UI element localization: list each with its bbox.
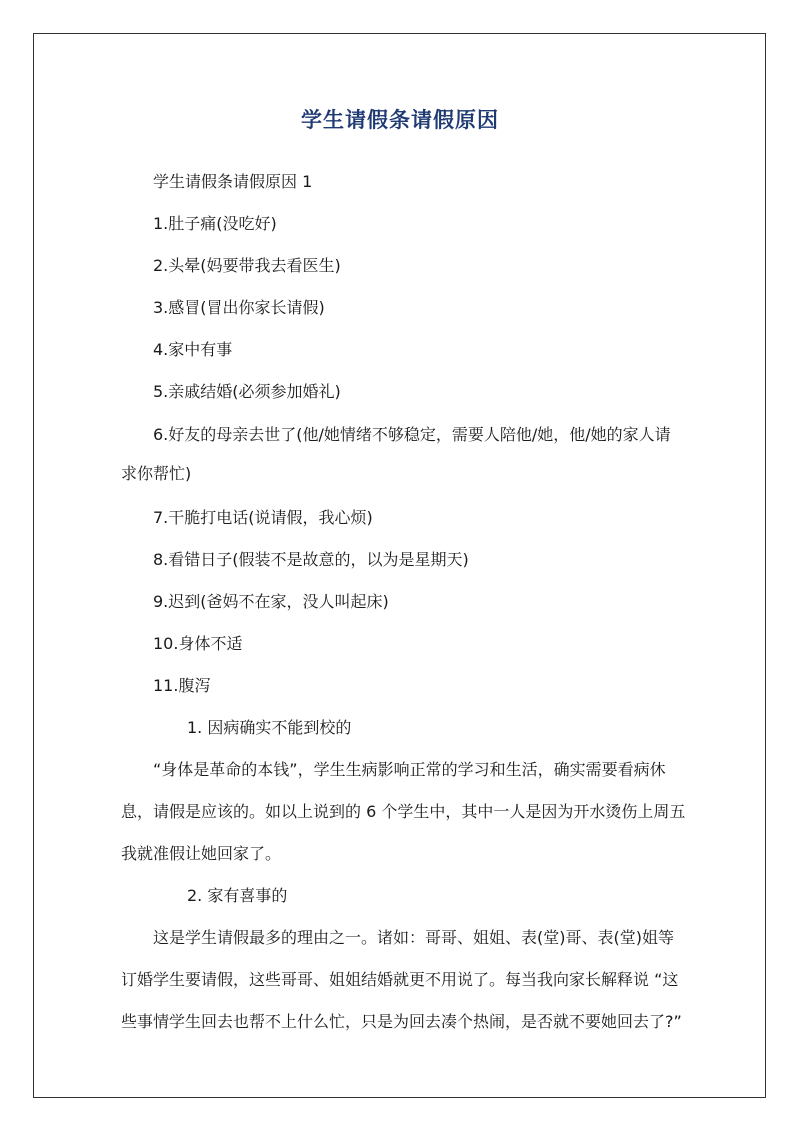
list-item: 4.家中有事 [153,340,233,359]
list-item: 6.好友的母亲去世了(他/她情绪不够稳定，需要人陪他/她，他/她的家人请 [153,425,671,444]
list-item: 7.干脆打电话(说请假，我心烦) [153,508,373,527]
paragraph-line: “身体是革命的本钱”，学生生病影响正常的学习和生活，确实需要看病休 [153,760,666,779]
paragraph-line: 我就准假让她回家了。 [121,844,282,863]
numbered-heading: 1. 因病确实不能到校的 [187,718,352,737]
list-item: 9.迟到(爸妈不在家，没人叫起床) [153,592,389,611]
list-item: 8.看错日子(假装不是故意的，以为是星期天) [153,550,469,569]
paragraph-line: 这是学生请假最多的理由之一。诸如：哥哥、姐姐、表(堂)哥、表(堂)姐等 [153,928,674,947]
paragraph-line: 些事情学生回去也帮不上什么忙，只是为回去凑个热闹，是否就不要她回去了?” [121,1012,682,1031]
list-item: 2.头晕(妈要带我去看医生) [153,256,341,275]
list-item: 1.肚子痛(没吃好) [153,214,277,233]
list-item: 11.腹泻 [153,676,211,695]
numbered-heading: 2. 家有喜事的 [187,886,288,905]
list-item: 5.亲戚结婚(必须参加婚礼) [153,382,341,401]
paragraph-line: 息，请假是应该的。如以上说到的 6 个学生中，其中一人是因为开水烫伤上周五 [121,802,686,821]
list-item: 10.身体不适 [153,634,243,653]
document-title: 学生请假条请假原因 [301,108,499,132]
list-item-continued: 求你帮忙) [121,464,192,483]
list-item: 3.感冒(冒出你家长请假) [153,298,325,317]
section-heading: 学生请假条请假原因 1 [153,172,313,191]
paragraph-line: 订婚学生要请假，这些哥哥、姐姐结婚就更不用说了。每当我向家长解释说 “这 [121,970,679,989]
